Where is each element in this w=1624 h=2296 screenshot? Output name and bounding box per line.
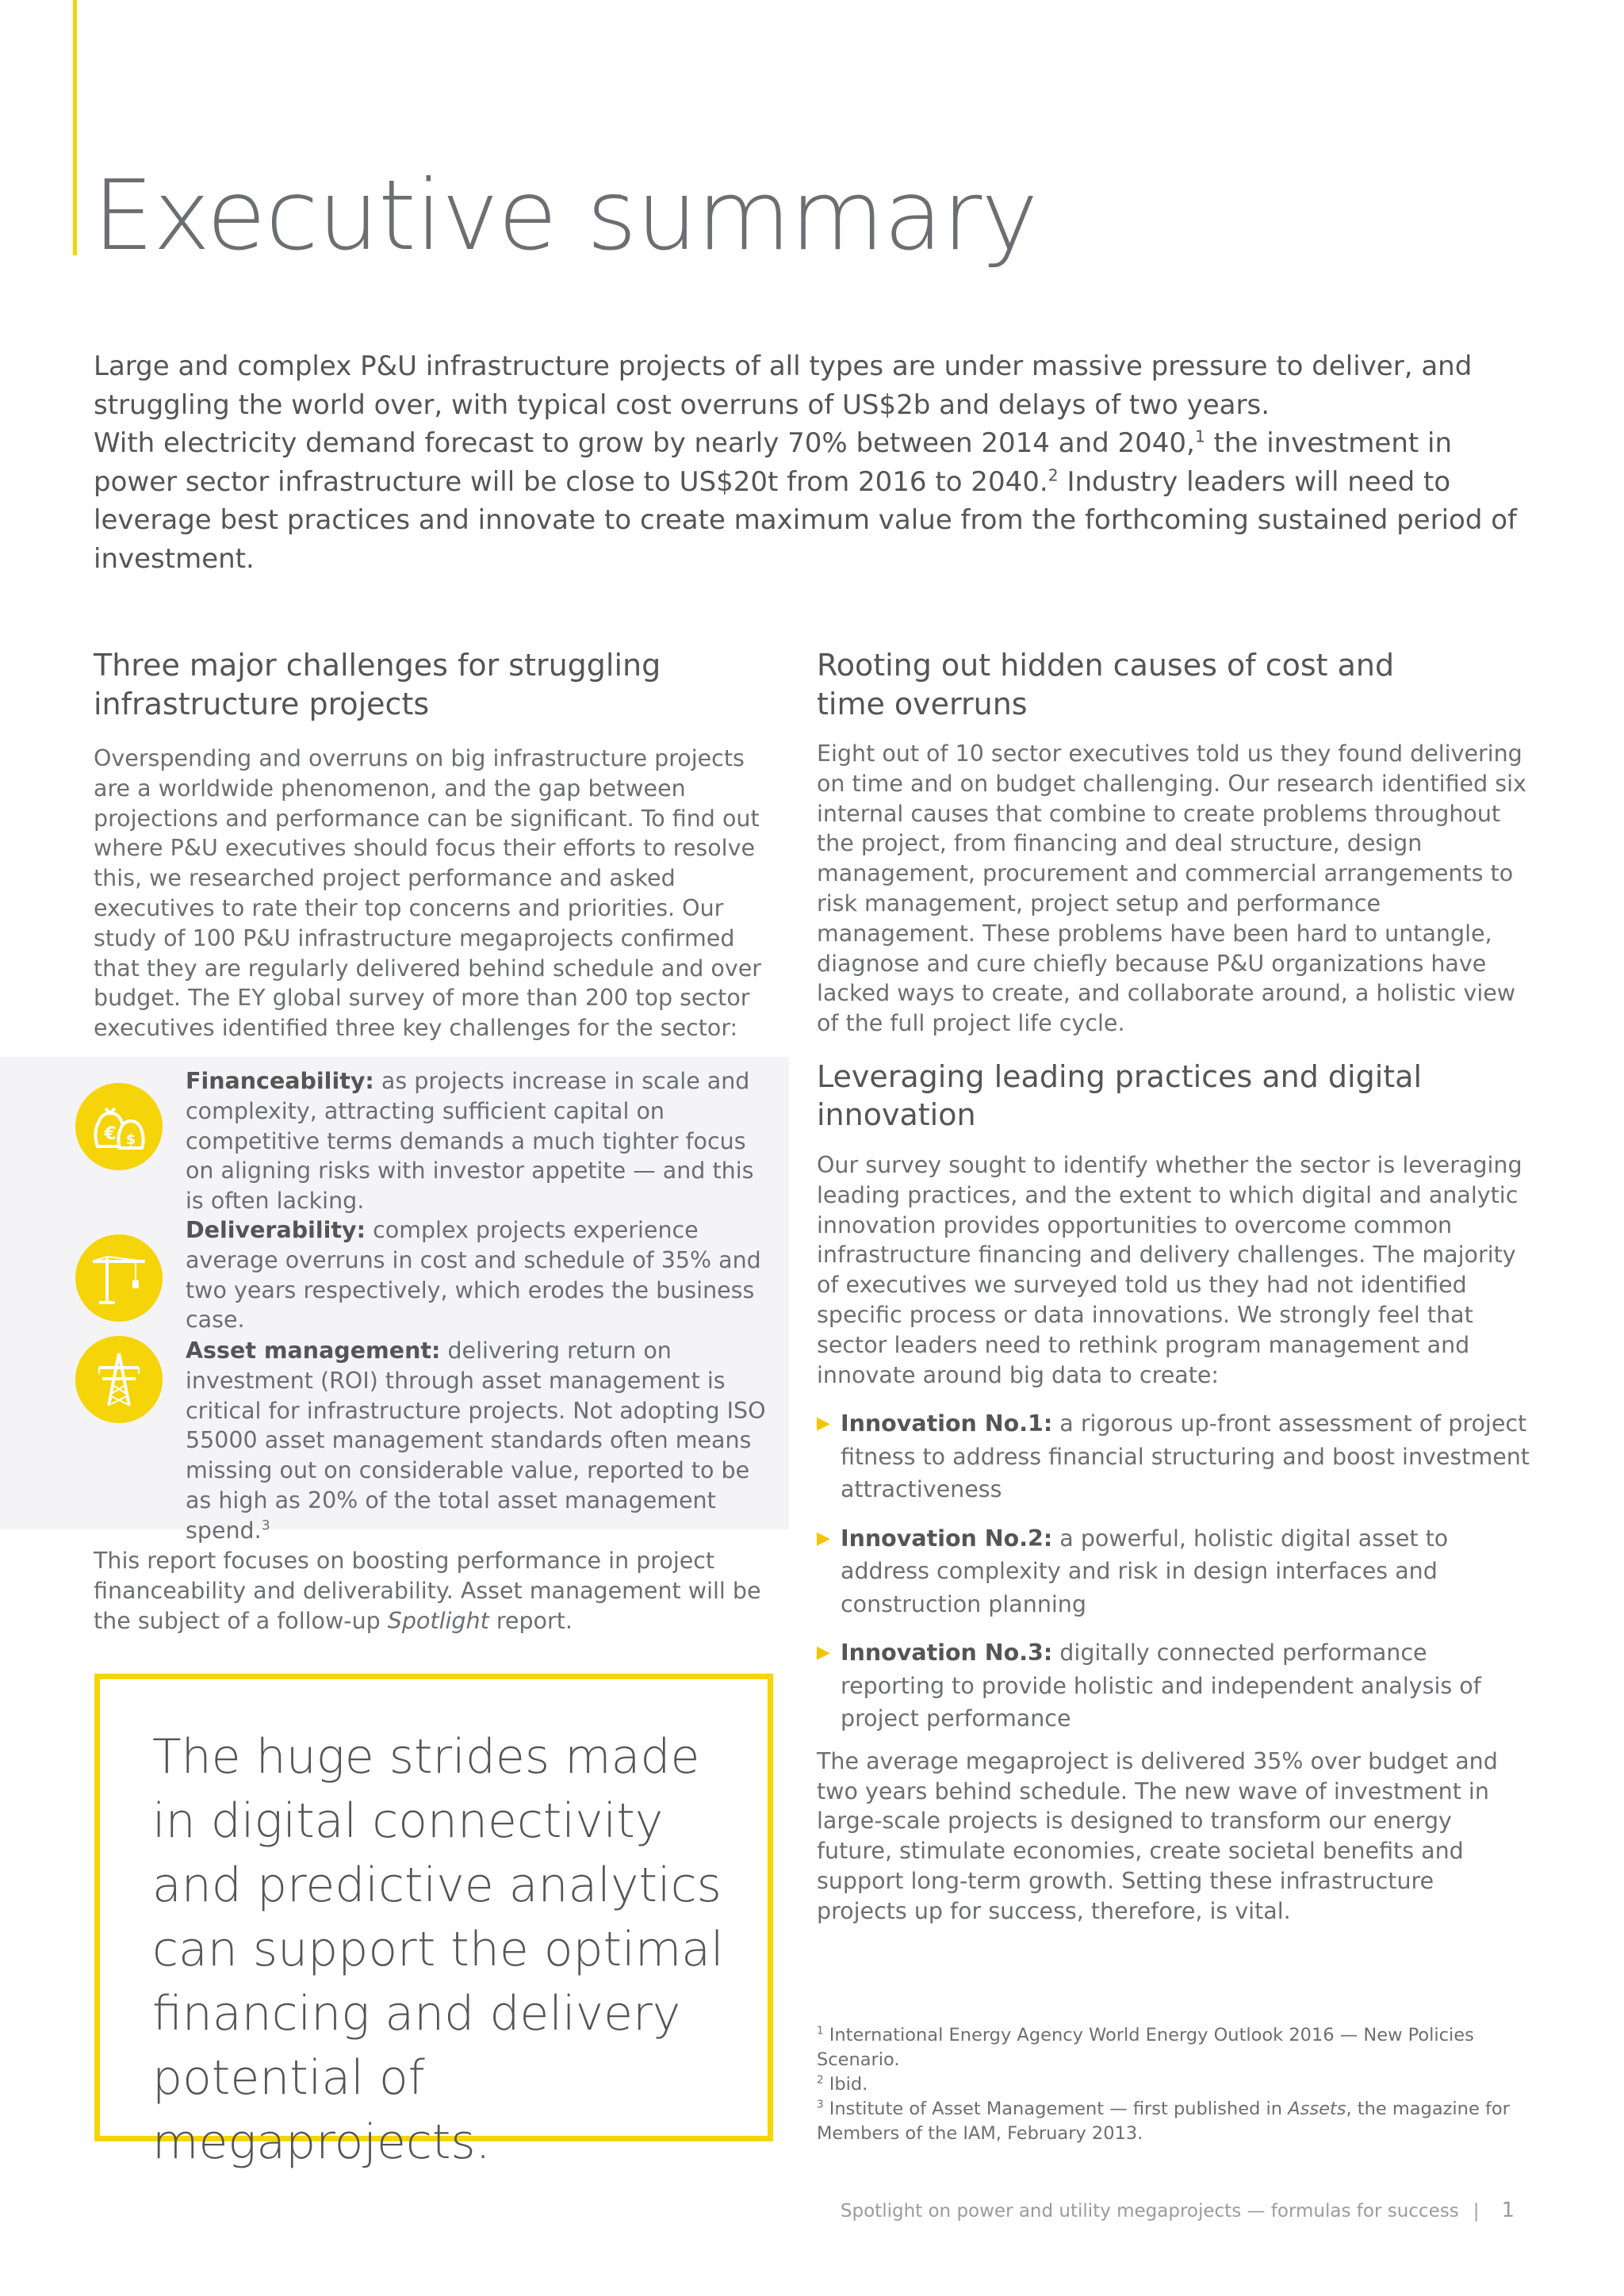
- financeability-text: Financeability: as projects increase in scale and complexity, attracting sufficient capital on competitive terms demands a much tighter focus on aligning risks with investor appetite — and this is often lacking.: [186, 1068, 754, 1215]
- footnote: $^3$ Institute of Asset Management — first published in Assets, the magazine for Members of the IAM, February 2013.: [817, 2098, 1510, 2144]
- innovation-body: Our survey sought to identify whether the sector is leveraging leading practices, and the extent to which digital and analytic innovation provides opportunities to overcome common infrastructure financing and delivery challenges. The majority of executives we surveyed told us they had not identified specific process or data innovations. We strongly feel that sector leaders need to rethink program management and innovate around big data to create:: [817, 1151, 1522, 1388]
- title-accent-bar: [73, 0, 77, 255]
- report-focus-paragraph: This report focuses on boosting performance in project financeability and deliverability. Asset management will be the subject of a follow-up Spotlight report.: [94, 1548, 761, 1634]
- svg-text:$: $: [125, 1131, 136, 1148]
- challenges-body: Overspending and overruns on big infrastructure projects are a worldwide phenomenon, and the gap between projections and performance can be significant. To find out where P&U executives should focus their efforts to resolve this, we researched project performance and asked executives to rate their top concerns and priorities. Our study of 100 P&U infrastructure megaprojects confirmed that they are regularly delivered behind schedule and over budget. The EY global survey of more than 200 top sector executives identified three key challenges for the sector:: [94, 745, 761, 1042]
- footnote: $^2$ Ibid.: [817, 2073, 868, 2095]
- overruns-body: Eight out of 10 sector executives told us they found delivering on time and on budget challenging. Our research identified six internal causes that combine to create problems throughout the project, from financing and deal structure, design management, procurement and commercial arrangements to risk management, project setup and performance management. These problems have been hard to untangle, diagnose and cure chiefly because P&U organizations have lacked ways to create, and collaborate around, a holistic view of the full project life cycle.: [817, 740, 1526, 1037]
- page-footer: [841, 2198, 1515, 2222]
- megaproject-summary: The average megaproject is delivered 35% over budget and two years behind schedule. The new wave of investment in large-scale projects is designed to transform our energy future, stimulate economies, create societal benefits and support long-term growth. Setting these infrastructure projects up for success, therefore, is vital.: [817, 1747, 1498, 1924]
- overruns-heading: Rooting out hidden causes of cost and time overruns: [817, 648, 1395, 721]
- pull-quote-box: [94, 1674, 773, 2170]
- money-bags-icon: [75, 1083, 163, 1170]
- list-item: ▶ Innovation No.1: a rigorous up-front assessment of project fitness to address financial structuring and boost investment attractiveness: [817, 1407, 1530, 1506]
- challenges-panel: [0, 1057, 789, 1544]
- power-pylon-icon: [75, 1336, 163, 1423]
- list-item: ▶ Innovation No.3: digitally connected performance reporting to provide holistic and independent analysis of project performance: [817, 1636, 1530, 1735]
- footer-title: Spotlight on power and utility megaprojects — formulas for success: [840, 2201, 1459, 2221]
- footnotes: [817, 2023, 1546, 2146]
- innovation-list: [817, 1407, 1530, 1735]
- footnote: $^1$ International Energy Agency World Energy Outlook 2016 — New Policies Scenario.: [817, 2024, 1474, 2070]
- bullet-arrow-icon: ▶: [817, 1528, 830, 1548]
- intro-text-2: With electricity demand forecast to grow by nearly 70% between 2014 and 2040,$^1$ the investment in power sector infrastructure will be close to US$20t from 2016 to 2040.$^2$ Industry leaders will need to leverage best practices and innovate to create maximum value from the forthcoming sustained period of investment.: [94, 427, 1517, 575]
- challenges-heading: Three major challenges for struggling infrastructure projects: [94, 648, 661, 721]
- page-title: Executive summary: [93, 159, 1038, 272]
- bullet-arrow-icon: ▶: [817, 1414, 830, 1434]
- list-item: ▶ Innovation No.2: a powerful, holistic digital asset to address complexity and risk in design interfaces and construction planning: [817, 1522, 1530, 1621]
- intro-text-1: Large and complex P&U infrastructure projects of all types are under massive pressure to deliver, and struggling the world over, with typical cost overruns of US$2b and delays of two years.: [94, 350, 1473, 421]
- svg-text:€: €: [104, 1124, 117, 1144]
- bullet-arrow-icon: ▶: [817, 1643, 830, 1663]
- footer-separator: |: [1473, 2201, 1480, 2221]
- asset-management-text: Asset management: delivering return on investment (ROI) through asset management is critical for infrastructure projects. Not adopting ISO 55000 asset management standards often means missing out on considerable value, reported to be as high as 20% of the total asset management spend.$^3$: [186, 1337, 766, 1544]
- page-number: 1: [1501, 2198, 1515, 2222]
- right-column: [817, 646, 1530, 1927]
- crane-icon: [75, 1234, 163, 1322]
- deliverability-text: Deliverability: complex projects experience average overruns in cost and schedule of 35% and two years respectively, which erodes the business case.: [186, 1217, 761, 1334]
- intro-paragraph: [94, 347, 1521, 578]
- left-column: [94, 646, 768, 1043]
- pull-quote-text: The huge strides made in digital connectivity and predictive analytics can support the optimal financing and delivery potential of megaprojects.: [152, 1729, 724, 2170]
- innovation-heading: Leveraging leading practices and digital innovation: [817, 1058, 1423, 1133]
